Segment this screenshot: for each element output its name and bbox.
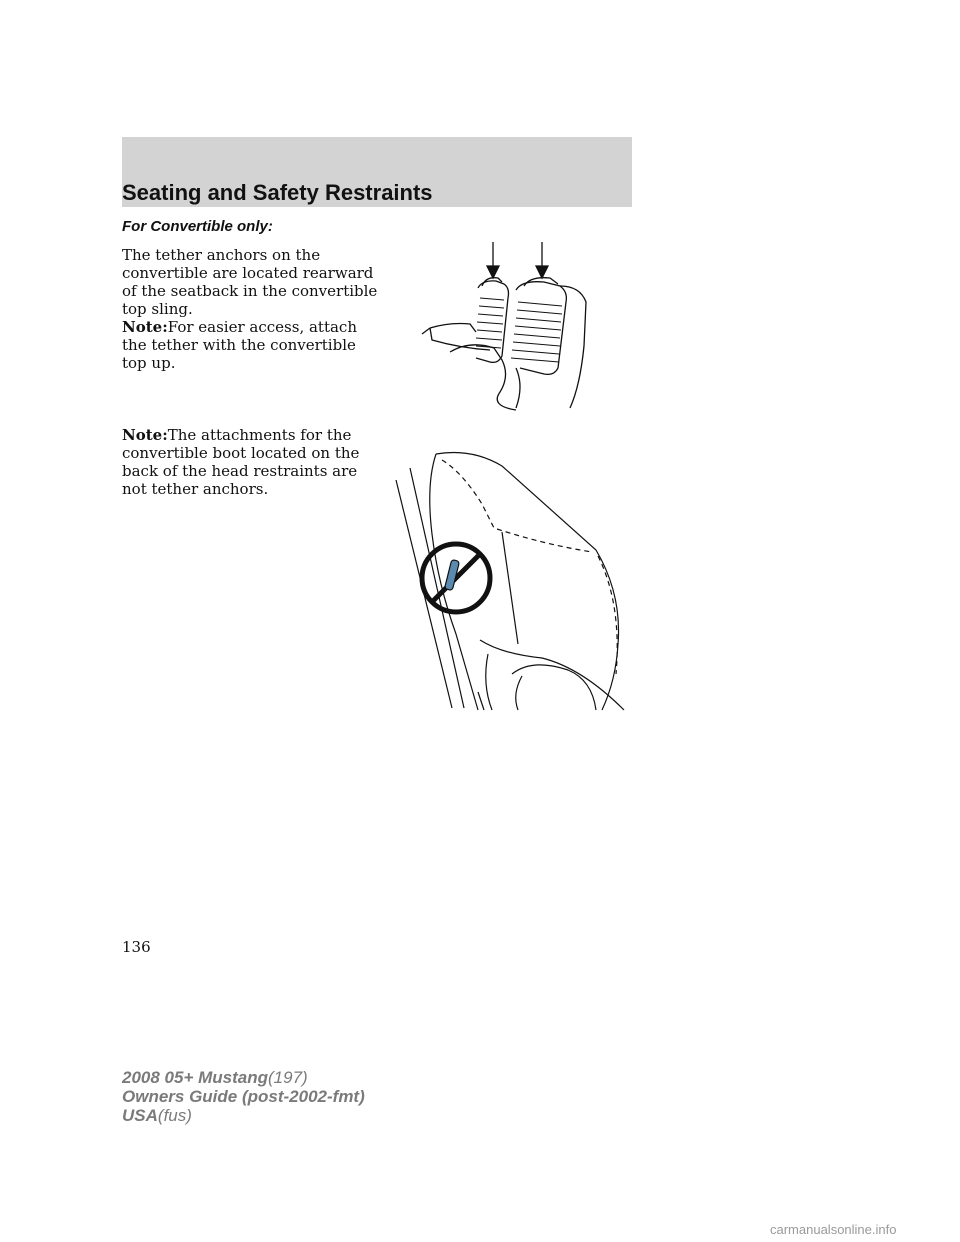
watermark: carmanualsonline.info	[770, 1222, 897, 1237]
down-arrow-icon	[487, 242, 499, 278]
footer-market-code: (fus)	[157, 1106, 192, 1125]
note-text: The attachments for the convertible boot located on the back of the head restraints are not tether anchors.	[122, 426, 360, 498]
footer-guide-type: Owners Guide (post-2002-fmt)	[122, 1087, 365, 1106]
paragraph-tether-location: The tether anchors on the convertible are located rearward of the seatback in the convertible top sling.	[122, 246, 378, 318]
head-restraint-boot-illustration	[392, 444, 632, 712]
prohibition-icon	[422, 544, 490, 612]
section-title: Seating and Safety Restraints	[122, 180, 433, 205]
note-boot-attachments	[122, 426, 384, 498]
rear-seat-tether-illustration	[420, 236, 600, 412]
note-label: Note:	[122, 318, 168, 336]
note-label: Note:	[122, 426, 168, 444]
subheading: For Convertible only:	[122, 218, 273, 235]
note-text: For easier access, attach the tether with the convertible top up.	[122, 318, 357, 372]
page-number: 136	[122, 938, 151, 956]
footer-model: 2008 05+ Mustang	[122, 1068, 268, 1087]
footer-doc-id	[122, 1068, 365, 1125]
footer-market: USA	[122, 1106, 158, 1125]
down-arrow-icon	[536, 242, 548, 278]
note-easier-access	[122, 318, 384, 372]
footer-code: (197)	[268, 1068, 308, 1087]
